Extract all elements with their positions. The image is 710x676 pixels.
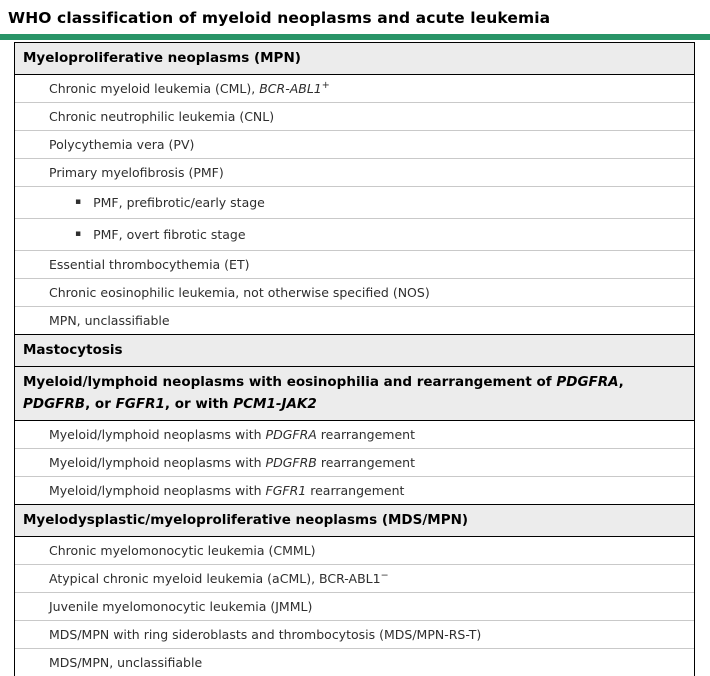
table-row xyxy=(15,421,694,448)
row-text: Juvenile myelomonocytic leukemia (JMML) xyxy=(49,599,313,615)
table-row xyxy=(15,306,694,334)
row-text: Myelodysplastic/myeloproliferative neoplasms (MDS/MPN) xyxy=(23,512,469,529)
row-text: Myeloid/lymphoid neoplasms with PDGFRA rearrangement xyxy=(49,427,415,443)
table-row xyxy=(15,537,694,564)
section-header-row xyxy=(15,334,694,367)
bullet-icon: ▪ xyxy=(75,197,82,208)
row-text: PMF, overt fibrotic stage xyxy=(93,227,246,243)
row-text: Mastocytosis xyxy=(23,342,123,359)
section-header-row xyxy=(15,367,694,421)
table-row xyxy=(15,158,694,186)
page-title: WHO classification of myeloid neoplasms and acute leukemia xyxy=(8,9,551,27)
table-row xyxy=(15,278,694,306)
row-text: Myeloproliferative neoplasms (MPN) xyxy=(23,50,301,66)
row-text: Atypical chronic myeloid leukemia (aCML), BCR-ABL1− xyxy=(49,570,389,587)
table-row xyxy=(15,448,694,476)
row-text: Chronic neutrophilic leukemia (CNL) xyxy=(49,109,275,125)
table-row xyxy=(15,75,694,102)
table-row-bullet xyxy=(15,218,694,250)
section-header-row xyxy=(15,504,694,537)
row-text: Chronic myelomonocytic leukemia (CMML) xyxy=(49,543,316,559)
row-text: Primary myelofibrosis (PMF) xyxy=(49,165,224,181)
table-row xyxy=(15,592,694,620)
row-text: Chronic eosinophilic leukemia, not otherwise specified (NOS) xyxy=(49,285,430,301)
row-text: Essential thrombocythemia (ET) xyxy=(49,257,250,273)
accent-divider-bar xyxy=(0,34,710,40)
row-text: Chronic myeloid leukemia (CML), BCR-ABL1+ xyxy=(49,80,330,97)
table-row xyxy=(15,102,694,130)
table-row xyxy=(15,476,694,504)
table-row xyxy=(15,620,694,648)
table-row xyxy=(15,130,694,158)
table-row-bullet xyxy=(15,186,694,218)
bullet-icon: ▪ xyxy=(75,229,82,240)
row-text: Polycythemia vera (PV) xyxy=(49,137,195,153)
table-row xyxy=(15,564,694,592)
row-text: Myeloid/lymphoid neoplasms with PDGFRB rearrangement xyxy=(49,455,416,471)
classification-table xyxy=(14,42,695,676)
row-text: Myeloid/lymphoid neoplasms with FGFR1 rearrangement xyxy=(49,483,405,499)
table-row xyxy=(15,250,694,278)
row-text: MDS/MPN with ring sideroblasts and thrombocytosis (MDS/MPN-RS-T) xyxy=(49,627,482,643)
table-row xyxy=(15,648,694,676)
section-header-row xyxy=(15,43,694,75)
row-text: Myeloid/lymphoid neoplasms with eosinophilia and rearrangement of PDGFRA, PDGFRB, or FGFR1, or with PCM1-JAK2 xyxy=(23,374,624,413)
row-text: PMF, prefibrotic/early stage xyxy=(93,195,265,211)
row-text: MPN, unclassifiable xyxy=(49,313,170,329)
row-text: MDS/MPN, unclassifiable xyxy=(49,655,203,671)
